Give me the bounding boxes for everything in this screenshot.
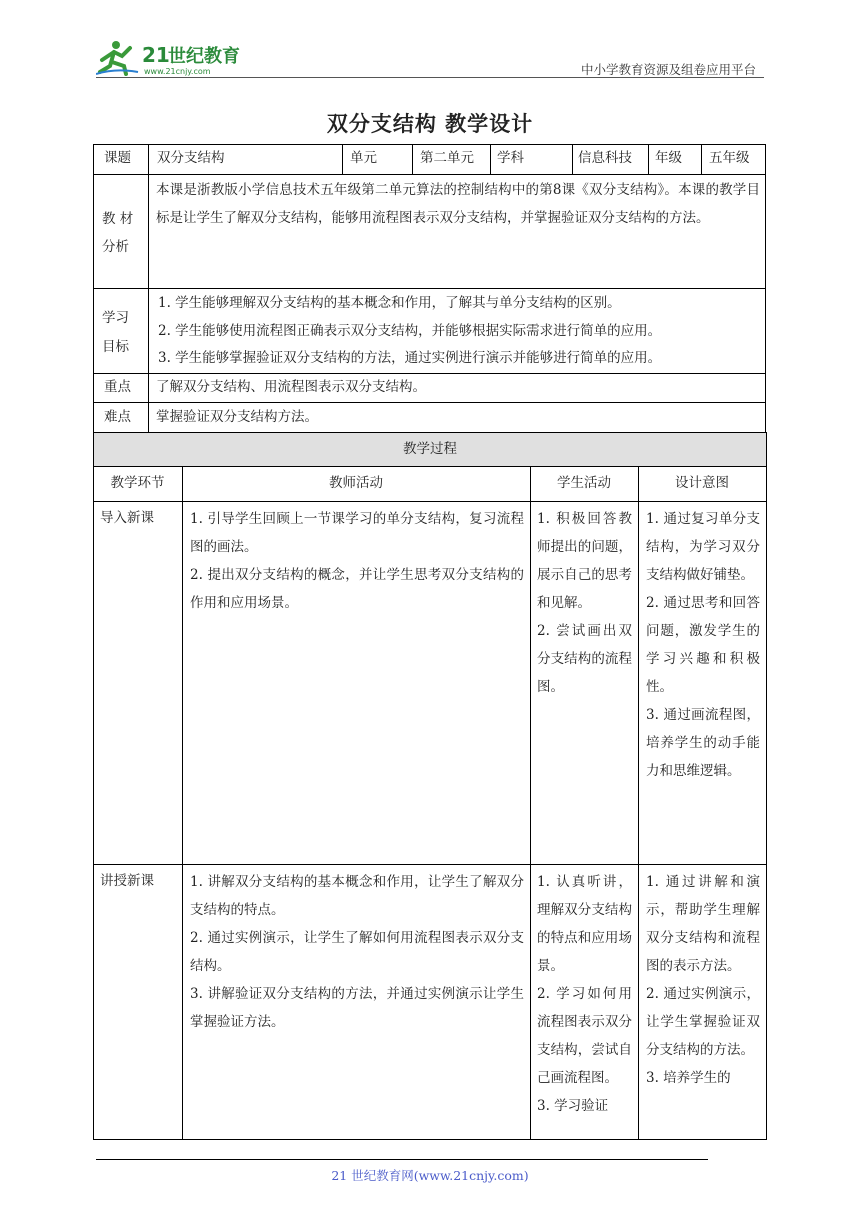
footer-divider (96, 1159, 708, 1160)
student-item: 1. 认真听讲，理解双分支结构的特点和应用场景。 (537, 874, 632, 974)
course-label: 课题 (104, 150, 131, 166)
intent-item: 3. 通过画流程图，培养学生的动手能力和思维逻辑。 (646, 707, 760, 779)
teacher-item: 2. 提出双分支结构的概念，并让学生思考双分支结构的作用和应用场景。 (190, 567, 524, 611)
header-stage: 教学环节 (110, 475, 165, 491)
table-border (490, 144, 491, 174)
unit-label: 单元 (350, 150, 377, 166)
unit-value: 第二单元 (420, 150, 474, 166)
grade-value: 五年级 (709, 150, 750, 166)
difficulty-text: 掌握验证双分支结构方法。 (156, 409, 318, 425)
stage-cell: 讲授新课 (100, 873, 154, 889)
table-border (701, 144, 702, 174)
goal-item: 3. 学生能够掌握验证双分支结构的方法，通过实例进行演示并能够进行简单的应用。 (158, 350, 662, 366)
goal-item: 1. 学生能够理解双分支结构的基本概念和作用，了解其与单分支结构的区别。 (158, 295, 621, 311)
table-border (93, 144, 94, 432)
student-cell (537, 868, 632, 1138)
footer-link[interactable]: 21 世纪教育网(www.21cnjy.com) (331, 1168, 529, 1183)
logo-sub: www.21cnjy.com (144, 67, 211, 76)
intent-cell (646, 868, 760, 1138)
table-border (638, 467, 639, 1140)
header-intent: 设计意图 (675, 475, 729, 491)
analysis-label-2: 分析 (102, 239, 129, 255)
subject-value: 信息科技 (578, 150, 632, 166)
student-cell (537, 505, 632, 701)
analysis-text: 本课是浙教版小学信息技术五年级第二单元算法的控制结构中的第8课《双分支结构》。本课的教学目标是让学生了解双分支结构，能够用流程图表示双分支结构，并掌握验证双分支结构的方法。 (156, 182, 760, 226)
header-teacher: 教师活动 (329, 475, 383, 491)
course-value: 双分支结构 (157, 150, 225, 166)
table-border (648, 144, 649, 174)
key-point-label: 重点 (104, 379, 131, 395)
teacher-cell (190, 505, 524, 617)
platform-name: 中小学教育资源及组卷应用平台 (580, 62, 756, 77)
process-title: 教学过程 (403, 441, 457, 457)
student-item: 1. 积极回答教师提出的问题，展示自己的思考和见解。 (537, 511, 632, 611)
table-border (93, 402, 766, 403)
logo-text: 世纪教育 (168, 46, 240, 67)
table-border (93, 501, 767, 502)
subject-label: 学科 (497, 150, 524, 166)
teacher-cell (190, 868, 524, 1036)
table-border (182, 467, 183, 1140)
logo-runner-icon (96, 38, 256, 78)
table-border (765, 144, 766, 432)
header-divider (96, 77, 764, 78)
intent-item: 3. 培养学生的 (646, 1070, 731, 1086)
teacher-item: 2. 通过实例演示，让学生了解如何用流程图表示双分支结构。 (190, 930, 524, 974)
process-title-bar (93, 432, 767, 467)
intent-item: 1. 通过讲解和演示，帮助学生理解双分支结构和流程图的表示方法。 (646, 874, 760, 974)
goals-list (158, 290, 762, 373)
teacher-item: 1. 引导学生回顾上一节课学习的单分支结构，复习流程图的画法。 (190, 511, 524, 555)
table-border (342, 144, 343, 174)
table-border (93, 467, 94, 1140)
goals-label-1: 学习 (102, 310, 129, 326)
intent-item: 2. 通过思考和回答问题，激发学生的学习兴趣和积极性。 (646, 595, 760, 695)
grade-label: 年级 (655, 150, 682, 166)
table-border (412, 144, 413, 174)
table-border (766, 467, 767, 1140)
student-item: 2. 学习如何用流程图表示双分支结构，尝试自己画流程图。 (537, 986, 632, 1086)
table-border (572, 144, 573, 174)
analysis-label-1: 教 材 (102, 211, 134, 227)
table-border (530, 467, 531, 1140)
teacher-item: 1. 讲解双分支结构的基本概念和作用，让学生了解双分支结构的特点。 (190, 874, 524, 918)
svg-text:21: 21 (142, 43, 170, 67)
key-point-text: 了解双分支结构、用流程图表示双分支结构。 (156, 379, 426, 395)
table-border (93, 174, 766, 175)
table-border (93, 288, 766, 289)
logo (96, 38, 256, 78)
table-border (148, 144, 149, 432)
student-item: 2. 尝试画出双分支结构的流程图。 (537, 623, 632, 695)
document-title: 双分支结构 教学设计 (326, 112, 534, 136)
intent-item: 2. 通过实例演示，让学生掌握验证双分支结构的方法。 (646, 986, 760, 1058)
difficulty-label: 难点 (104, 409, 131, 425)
goals-label-2: 目标 (102, 339, 129, 355)
teacher-item: 3. 讲解验证双分支结构的方法，并通过实例演示让学生掌握验证方法。 (190, 986, 524, 1030)
table-border (93, 864, 767, 865)
student-item: 3. 学习验证 (537, 1098, 609, 1114)
table-border (93, 1139, 767, 1140)
goal-item: 2. 学生能够使用流程图正确表示双分支结构，并能够根据实际需求进行简单的应用。 (158, 322, 662, 339)
intent-cell (646, 505, 760, 785)
header-student: 学生活动 (557, 475, 611, 491)
intent-item: 1. 通过复习单分支结构，为学习双分支结构做好铺垫。 (646, 511, 760, 583)
stage-cell: 导入新课 (100, 510, 154, 526)
